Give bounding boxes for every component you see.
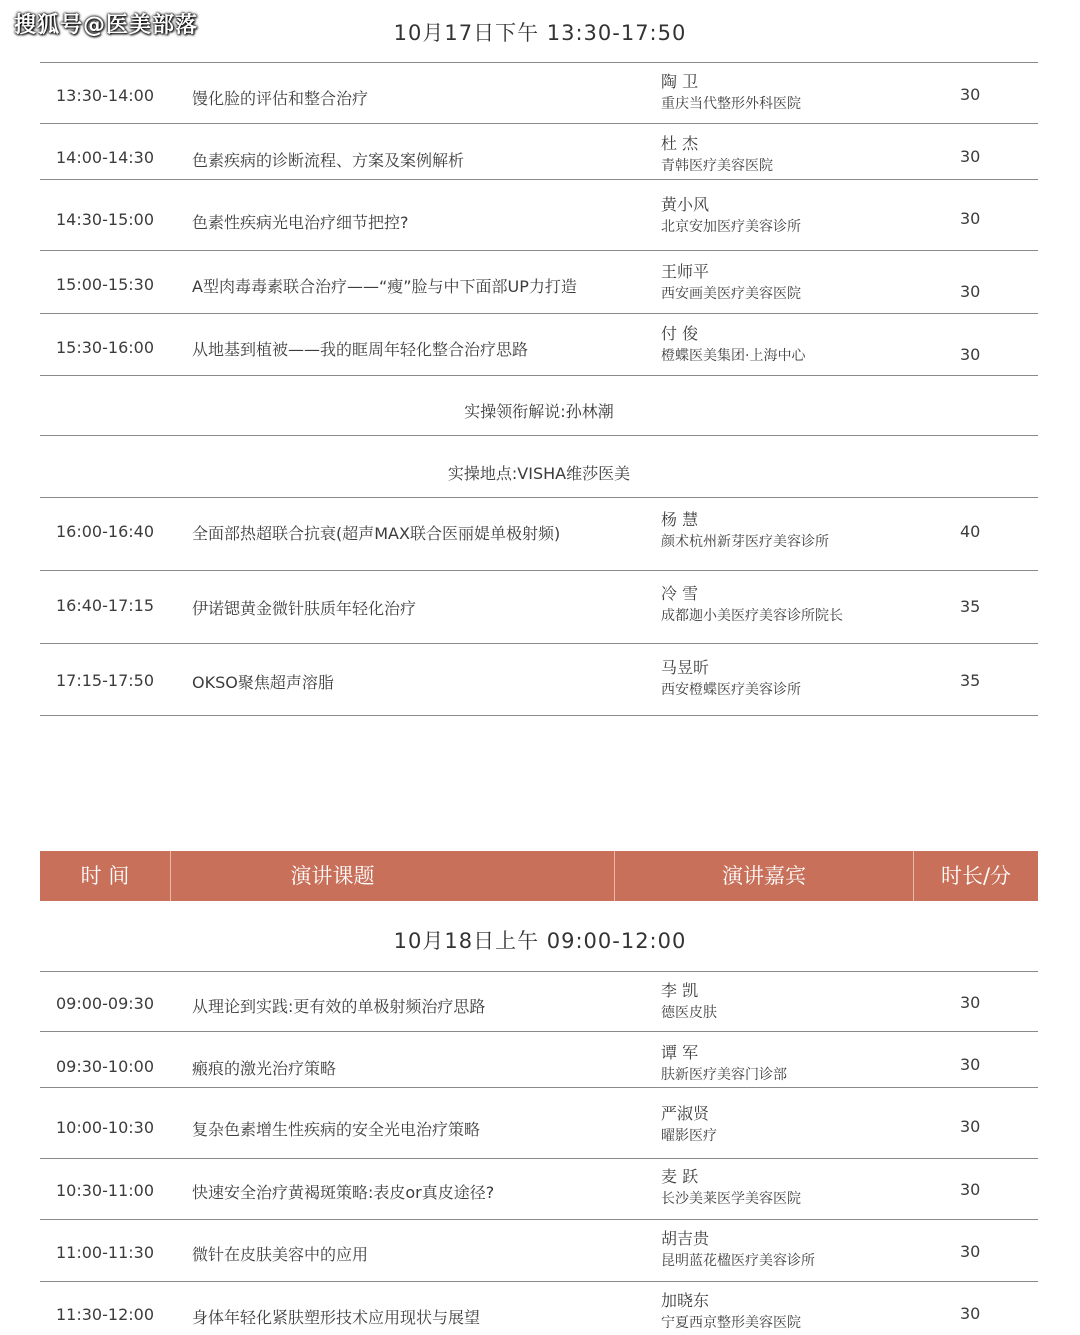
speaker-cell bbox=[661, 134, 773, 176]
speaker-org: 德医皮肤 bbox=[661, 1005, 717, 1021]
duration-cell: 30 bbox=[960, 345, 981, 364]
duration-cell: 30 bbox=[960, 1180, 981, 1199]
duration-cell: 30 bbox=[960, 1117, 981, 1136]
topic-cell: 从理论到实践:更有效的单极射频治疗思路 bbox=[192, 997, 486, 1016]
table-row bbox=[40, 972, 1038, 1031]
topic-cell: 色素疾病的诊断流程、方案及案例解析 bbox=[192, 151, 465, 170]
divider bbox=[40, 435, 1038, 436]
time-cell: 10:30-11:00 bbox=[56, 1181, 154, 1200]
table-row bbox=[40, 124, 1038, 179]
time-cell: 16:00-16:40 bbox=[56, 522, 154, 541]
speaker-cell bbox=[661, 1291, 801, 1333]
topic-cell: 瘢痕的激光治疗策略 bbox=[192, 1059, 337, 1078]
speaker-org: 昆明蓝花楹医疗美容诊所 bbox=[661, 1253, 815, 1269]
duration-cell: 35 bbox=[960, 597, 981, 616]
duration-cell: 30 bbox=[960, 85, 981, 104]
table-row bbox=[40, 180, 1038, 250]
topic-cell: A型肉毒毒素联合治疗——“瘦”脸与中下面部UP力打造 bbox=[192, 277, 577, 296]
speaker-org: 重庆当代整形外科医院 bbox=[661, 96, 801, 112]
speaker-org: 北京安加医疗美容诊所 bbox=[661, 219, 801, 235]
time-cell: 15:00-15:30 bbox=[56, 275, 154, 294]
speaker-cell bbox=[661, 658, 801, 700]
topic-cell: 色素性疾病光电治疗细节把控? bbox=[192, 213, 409, 232]
duration-cell: 30 bbox=[960, 1055, 981, 1074]
time-cell: 11:30-12:00 bbox=[56, 1305, 154, 1324]
table-row bbox=[40, 498, 1038, 570]
duration-cell: 30 bbox=[960, 147, 981, 166]
table-row bbox=[40, 63, 1038, 123]
topic-cell: 快速安全治疗黄褐斑策略:表皮or真皮途径? bbox=[192, 1183, 495, 1202]
time-cell: 14:00-14:30 bbox=[56, 148, 154, 167]
speaker-name: 杨 慧 bbox=[661, 510, 699, 529]
speaker-cell bbox=[661, 584, 843, 626]
time-cell: 13:30-14:00 bbox=[56, 86, 154, 105]
table-row bbox=[40, 1159, 1038, 1219]
time-cell: 14:30-15:00 bbox=[56, 210, 154, 229]
topic-cell: 身体年轻化紧肤塑形技术应用现状与展望 bbox=[192, 1308, 481, 1327]
demo-location: 实操地点:VISHA维莎医美 bbox=[447, 464, 631, 483]
speaker-name: 陶 卫 bbox=[661, 72, 699, 91]
speaker-org: 西安橙蝶医疗美容诊所 bbox=[661, 682, 801, 698]
time-cell: 10:00-10:30 bbox=[56, 1118, 154, 1137]
demo-commentary: 实操领衔解说:孙林潮 bbox=[464, 402, 614, 421]
table-row bbox=[40, 1032, 1038, 1087]
speaker-cell bbox=[661, 1043, 787, 1085]
header-speaker: 演讲嘉宾 bbox=[614, 851, 913, 901]
duration-cell: 40 bbox=[960, 522, 981, 541]
watermark: 搜狐号@医美部落 bbox=[14, 13, 199, 38]
speaker-cell bbox=[661, 1167, 801, 1209]
topic-cell: OKSO聚焦超声溶脂 bbox=[192, 673, 334, 692]
speaker-name: 加晓东 bbox=[661, 1291, 710, 1310]
speaker-cell bbox=[661, 72, 801, 114]
speaker-cell bbox=[661, 981, 717, 1023]
topic-cell: 微针在皮肤美容中的应用 bbox=[192, 1245, 369, 1264]
topic-cell: 从地基到植被——我的眶周年轻化整合治疗思路 bbox=[192, 340, 529, 359]
table-row bbox=[40, 1282, 1038, 1335]
table-row bbox=[40, 1220, 1038, 1281]
speaker-name: 付 俊 bbox=[661, 324, 699, 343]
time-cell: 17:15-17:50 bbox=[56, 671, 154, 690]
table-row bbox=[40, 314, 1038, 375]
duration-cell: 30 bbox=[960, 282, 981, 301]
time-cell: 15:30-16:00 bbox=[56, 338, 154, 357]
speaker-org: 成都迦小美医疗美容诊所院长 bbox=[661, 608, 843, 624]
speaker-org: 西安画美医疗美容医院 bbox=[661, 286, 801, 302]
speaker-cell bbox=[661, 324, 805, 366]
topic-cell: 复杂色素增生性疾病的安全光电治疗策略 bbox=[192, 1120, 481, 1139]
speaker-name: 王师平 bbox=[661, 262, 710, 281]
speaker-name: 杜 杰 bbox=[661, 134, 699, 153]
speaker-name: 冷 雪 bbox=[661, 584, 699, 603]
speaker-org: 宁夏西京整形美容医院 bbox=[661, 1315, 801, 1331]
speaker-name: 谭 军 bbox=[661, 1043, 699, 1062]
speaker-cell bbox=[661, 195, 801, 237]
speaker-name: 李 凯 bbox=[661, 981, 699, 1000]
speaker-org: 橙蝶医美集团·上海中心 bbox=[661, 348, 806, 364]
day2-title: 10月18日上午 09:00-12:00 bbox=[393, 929, 687, 953]
topic-cell: 馒化脸的评估和整合治疗 bbox=[192, 89, 369, 108]
speaker-name: 严淑贤 bbox=[661, 1104, 710, 1123]
table-row bbox=[40, 644, 1038, 715]
speaker-cell bbox=[661, 510, 829, 552]
speaker-org: 颜术杭州新芽医疗美容诊所 bbox=[661, 534, 829, 550]
topic-cell: 伊诺锶黄金微针肤质年轻化治疗 bbox=[192, 599, 417, 618]
speaker-name: 黄小风 bbox=[661, 195, 710, 214]
speaker-cell bbox=[661, 1104, 717, 1146]
duration-cell: 30 bbox=[960, 1304, 981, 1323]
speaker-cell bbox=[661, 1229, 815, 1271]
header-duration: 时长/分 bbox=[913, 851, 1038, 901]
table-header bbox=[40, 851, 1038, 901]
header-time: 时 间 bbox=[80, 864, 130, 888]
time-cell: 16:40-17:15 bbox=[56, 596, 154, 615]
topic-cell: 全面部热超联合抗衰(超声MAX联合医丽媞单极射频) bbox=[192, 524, 561, 543]
speaker-name: 胡吉贵 bbox=[661, 1229, 710, 1248]
divider bbox=[40, 375, 1038, 376]
time-cell: 11:00-11:30 bbox=[56, 1243, 154, 1262]
speaker-org: 曜影医疗 bbox=[661, 1128, 717, 1144]
time-cell: 09:30-10:00 bbox=[56, 1057, 154, 1076]
divider bbox=[40, 715, 1038, 716]
duration-cell: 35 bbox=[960, 671, 981, 690]
header-topic: 演讲课题 bbox=[170, 851, 614, 901]
table-row bbox=[40, 571, 1038, 643]
table-row bbox=[40, 1088, 1038, 1158]
duration-cell: 30 bbox=[960, 993, 981, 1012]
duration-cell: 30 bbox=[960, 1242, 981, 1261]
day1-title: 10月17日下午 13:30-17:50 bbox=[393, 21, 687, 45]
table-row bbox=[40, 251, 1038, 313]
speaker-name: 马昱昕 bbox=[661, 658, 710, 677]
time-cell: 09:00-09:30 bbox=[56, 994, 154, 1013]
speaker-name: 麦 跃 bbox=[661, 1167, 699, 1186]
speaker-org: 肤新医疗美容门诊部 bbox=[661, 1067, 787, 1083]
speaker-org: 青韩医疗美容医院 bbox=[661, 158, 773, 174]
duration-cell: 30 bbox=[960, 209, 981, 228]
speaker-org: 长沙美莱医学美容医院 bbox=[661, 1191, 801, 1207]
speaker-cell bbox=[661, 262, 801, 304]
